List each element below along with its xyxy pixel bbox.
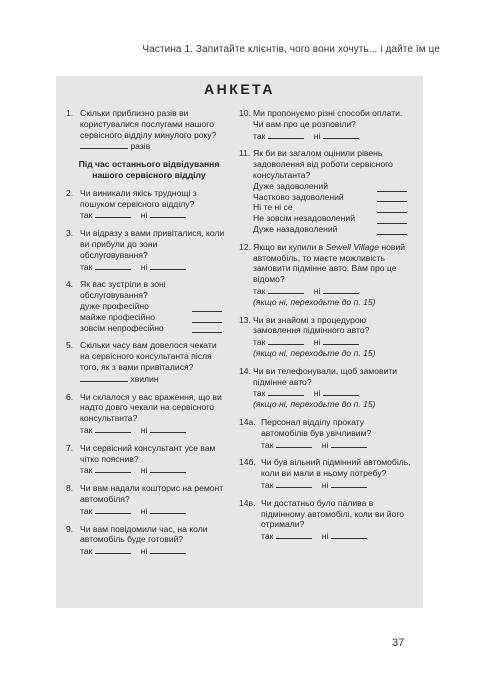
- running-head: Частина 1. Запитайте клієнтів, чого вони хочуть... і дайте їм це: [142, 44, 440, 55]
- option-row: майже професійно: [80, 312, 226, 323]
- no-blank[interactable]: [323, 336, 359, 345]
- no-blank[interactable]: [150, 261, 186, 270]
- option-blank[interactable]: [377, 204, 407, 213]
- question-10: 10. Ми пропонуємо різні способи оплати. Чи вам про це розповіли? так ні: [239, 108, 403, 141]
- left-column: [66, 108, 226, 564]
- no-blank[interactable]: [331, 439, 367, 448]
- no-blank[interactable]: [323, 387, 359, 396]
- question-3: 3. Чи відразу з вами привіталися, коли ви прибули до зони обслуговування? так ні: [66, 228, 225, 272]
- answer-blank[interactable]: [80, 373, 128, 382]
- yes-blank[interactable]: [95, 545, 131, 554]
- brand-name: Sewell Village: [325, 241, 379, 252]
- no-blank[interactable]: [150, 505, 186, 514]
- option-blank[interactable]: [377, 215, 407, 224]
- no-blank[interactable]: [150, 545, 186, 554]
- no-blank[interactable]: [331, 530, 367, 539]
- question-8: 8. Чи вам надали кошторис на ремонт автомобіля? так ні: [66, 483, 224, 516]
- no-blank[interactable]: [331, 479, 367, 488]
- question-5: 5. Скільки часу вам довелося чекати на сервісного консультанта після того, як з вами привіталися? хвилин: [66, 340, 217, 384]
- question-7: 7. Чи сервісний консультант усе вам чітко пояснив? так ні: [66, 442, 216, 476]
- option-row: Частково задоволений: [253, 192, 411, 203]
- option-row: Не зовсім незадоволений: [253, 213, 411, 224]
- skip-note: (якщо ні, переходьте до п. 15): [253, 399, 376, 410]
- question-12: 12. Якщо ви купили в Sewell Village новий автомобіль, то маєте можливість замовити підмінне авто. Вам про це відомо? так ні (якщо ні, переходьте до п. 15): [239, 241, 406, 307]
- no-blank[interactable]: [323, 285, 359, 294]
- page-number: 37: [392, 637, 405, 649]
- option-row: зовсім непрофесійно: [80, 323, 226, 334]
- question-14a: 14а. Персонал відділу прокату автомобілів був увічливим? так ні: [239, 416, 372, 450]
- question-14: 14. Чи ви телефонували, щоб замовити підмінне авто? так ні (якщо ні, переходьте до п. 15): [239, 365, 398, 410]
- yes-blank[interactable]: [268, 285, 304, 294]
- yes-blank[interactable]: [95, 261, 131, 270]
- yes-blank[interactable]: [95, 424, 131, 433]
- option-row: Дуже назадоволений: [253, 224, 411, 235]
- option-blank[interactable]: [192, 314, 222, 323]
- option-row: Дуже задоволений: [253, 181, 411, 192]
- skip-note: (якщо ні, переходьте до п. 15): [253, 347, 376, 358]
- section-subheading: Під час останнього відвідування нашого сервісного відділу: [78, 159, 220, 180]
- question-4: 4. Як вас зустріли в зоні обслуговування? дуже професійно майже професійно зовсім непрофесійно: [66, 279, 226, 333]
- option-blank[interactable]: [377, 183, 407, 192]
- no-blank[interactable]: [150, 464, 186, 473]
- yes-blank[interactable]: [276, 479, 312, 488]
- question-2: 2. Чи виникали якісь труднощі з пошуком сервісного відділу? так ні: [66, 187, 197, 221]
- question-9: 9. Чи вам повідомили час, на коли автомобіль буде готовий? так ні: [66, 523, 208, 557]
- no-blank[interactable]: [150, 209, 186, 218]
- questionnaire-title: АНКЕТА: [204, 81, 275, 97]
- question-11: 11. Як би ви загалом оцінили рівень задоволення від роботи сервісного консультанта? Дуже задоволений Частково задоволений Ні те ні се Не зовсім незадоволений Дуже назадоволений: [239, 148, 411, 234]
- question-14b: 14б. Чи був вільний підмінний автомобіль, коли ви мали в ньому потребу? так ні: [239, 457, 411, 490]
- option-row: дуже професійно: [80, 301, 226, 312]
- question-6: 6. Чи склалося у вас враження, що ви надто довго чекали на сервісного консультанта? так ні: [66, 391, 222, 435]
- skip-note: (якщо ні, переходьте до п. 15): [253, 296, 376, 307]
- option-blank[interactable]: [377, 193, 407, 202]
- yes-blank[interactable]: [276, 439, 312, 448]
- option-blank[interactable]: [377, 226, 407, 235]
- question-1: 1. Скільки приблизно разів ви користувалися послугами нашого сервісного відділу минулого року? разів: [66, 108, 217, 152]
- option-blank[interactable]: [192, 324, 222, 333]
- right-column: [239, 108, 411, 549]
- yes-blank[interactable]: [268, 336, 304, 345]
- yes-blank[interactable]: [268, 387, 304, 396]
- option-blank[interactable]: [192, 303, 222, 312]
- yes-blank[interactable]: [95, 505, 131, 514]
- yes-blank[interactable]: [276, 530, 312, 539]
- question-13: 13. Чи ви знайомі з процедурою замовлення підмінного авто? так ні (якщо ні, переходьте до п. 15): [239, 314, 376, 358]
- no-blank[interactable]: [323, 130, 359, 139]
- yes-blank[interactable]: [95, 464, 131, 473]
- answer-blank[interactable]: [80, 140, 128, 149]
- yes-blank[interactable]: [95, 209, 131, 218]
- option-row: Ні те ні се: [253, 202, 411, 213]
- no-blank[interactable]: [150, 424, 186, 433]
- question-14v: 14в. Чи достатньо було палива в підмінному автомобілі, коли ви його отримали? так ні: [239, 497, 405, 542]
- yes-blank[interactable]: [268, 130, 304, 139]
